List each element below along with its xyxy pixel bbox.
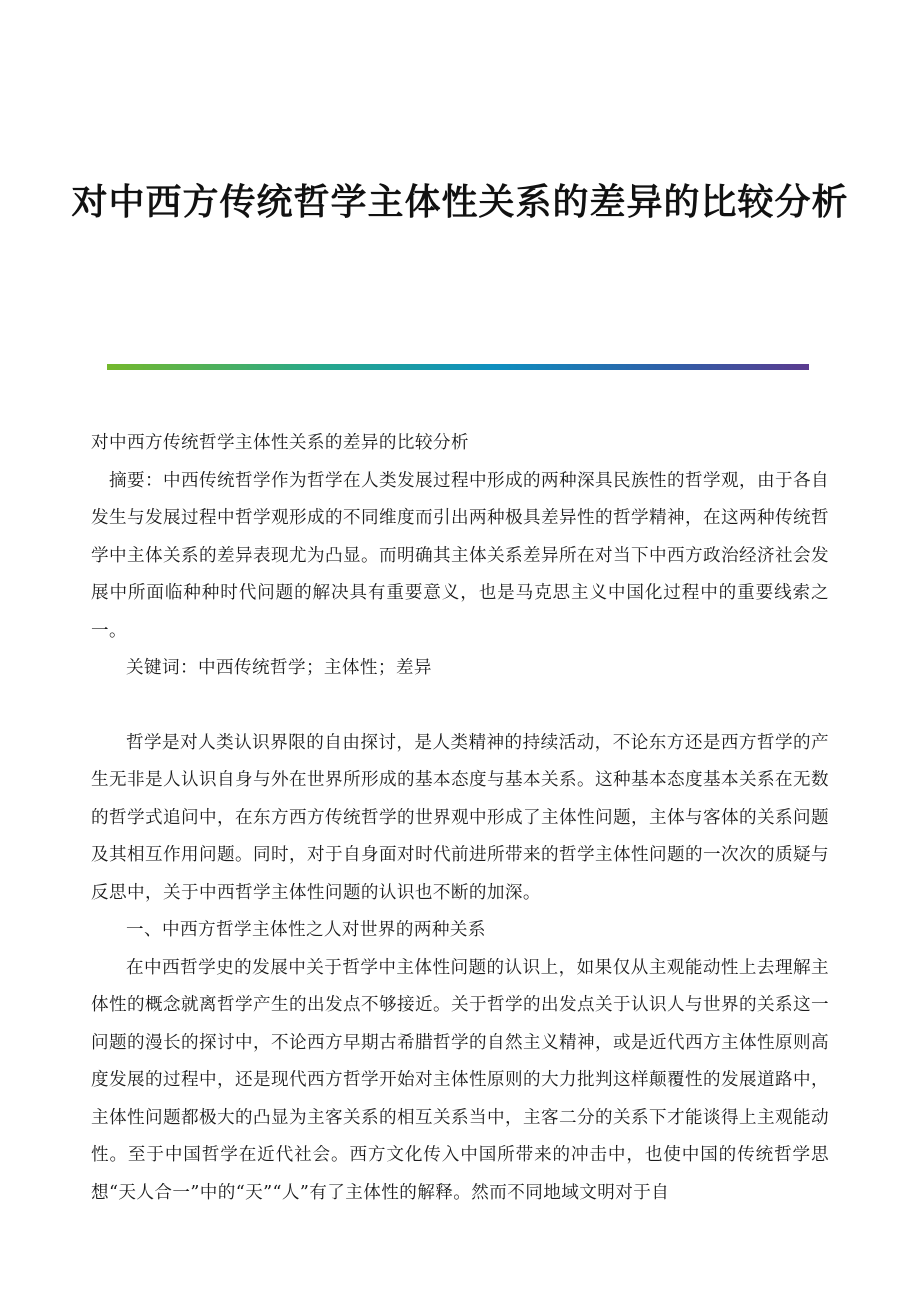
paragraph-gap [91, 688, 829, 725]
section-heading: 一、中西方哲学主体性之人对世界的两种关系 [126, 920, 486, 940]
document-subtitle: 对中西方传统哲学主体性关系的差异的比较分析 [91, 433, 469, 453]
abstract-paragraph: 摘要：中西传统哲学作为哲学在人类发展过程中形成的两种深具民族性的哲学观，由于各自发生与发展过程中哲学观形成的不同维度而引出两种极具差异性的哲学精神，在这两种传统哲学中主体关系的差异表现尤为凸显。而明确其主体关系差异所在对当下中西方政治经济社会发展中所面临种种时代问题的解决具有重要意义，也是马克思主义中国化过程中的重要线索之一。 [91, 470, 829, 641]
keywords-line: 关键词：中西传统哲学；主体性；差异 [126, 658, 432, 678]
intro-paragraph: 哲学是对人类认识界限的自由探讨，是人类精神的持续活动，不论东方还是西方哲学的产生无非是人认识自身与外在世界所形成的基本态度与基本关系。这种基本态度基本关系在无数的哲学式追问中，在东方西方传统哲学的世界观中形成了主体性问题，主体与客体的关系问题及其相互作用问题。同时，对于自身面对时代前进所带来的哲学主体性问题的一次次的质疑与反思中，关于中西哲学主体性问题的认识也不断的加深。 [91, 732, 829, 903]
document-title: 对中西方传统哲学主体性关系的差异的比较分析 [71, 182, 849, 223]
title-divider [107, 364, 809, 370]
document-body [91, 425, 829, 1212]
section-paragraph: 在中西哲学史的发展中关于哲学中主体性问题的认识上，如果仅从主观能动性上去理解主体性的概念就离哲学产生的出发点不够接近。关于哲学的出发点关于认识人与世界的关系这一问题的漫长的探讨中，不论西方早期古希腊哲学的自然主义精神，或是近代西方主体性原则高度发展的过程中，还是现代西方哲学开始对主体性原则的大力批判这样颠覆性的发展道路中，主体性问题都极大的凸显为主客关系的相互关系当中，主客二分的关系下才能谈得上主观能动性。至于中国哲学在近代社会。西方文化传入中国所带来的冲击中，也使中国的传统哲学思想“天人合一”中的“天”“人”有了主体性的解释。然而不同地域文明对于自 [91, 957, 829, 1203]
